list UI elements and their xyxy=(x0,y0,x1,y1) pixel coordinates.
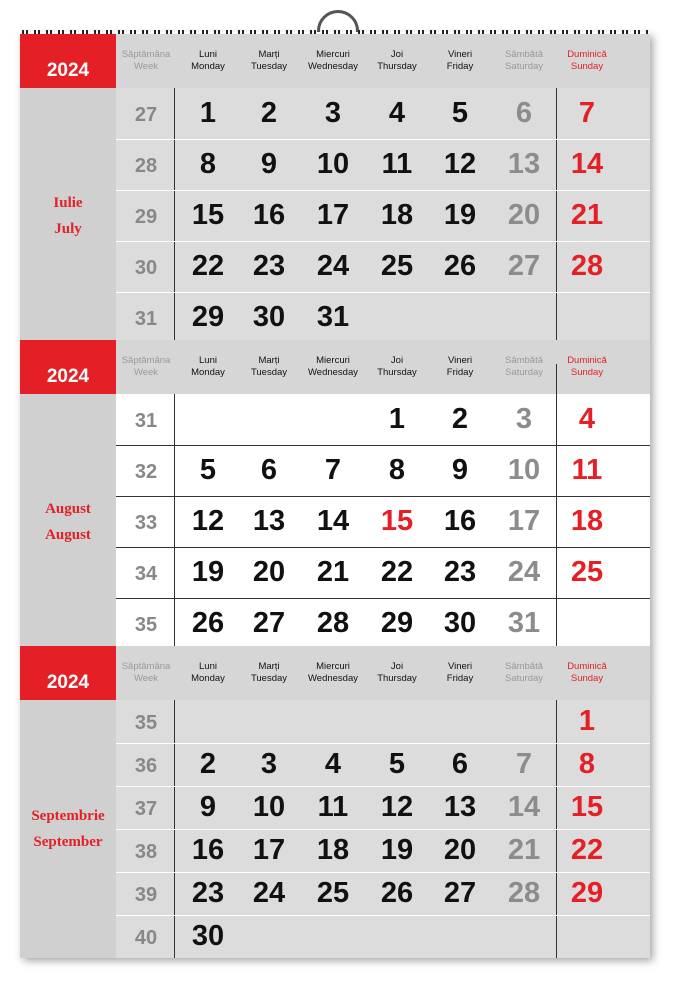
day-cell[interactable]: 30 xyxy=(191,919,225,952)
day-header xyxy=(301,34,365,88)
day-cell[interactable]: 1 xyxy=(199,96,217,129)
day-header-label: Tuesday xyxy=(250,673,288,684)
week-row xyxy=(116,496,650,547)
week-row xyxy=(116,547,650,598)
month-name-ro: Iulie xyxy=(53,194,83,211)
year-badge: 2024 xyxy=(20,340,116,394)
day-cell[interactable]: 11 xyxy=(317,790,349,823)
day-cell[interactable]: 22 xyxy=(380,555,414,588)
week-row xyxy=(116,394,650,445)
day-cell[interactable]: 20 xyxy=(252,555,286,588)
day-cell[interactable]: 22 xyxy=(191,249,225,282)
day-header-label: Miercuri xyxy=(316,49,350,60)
day-cell[interactable]: 12 xyxy=(380,790,414,823)
day-cell[interactable]: 26 xyxy=(380,876,414,909)
day-cell[interactable]: 10 xyxy=(252,790,286,823)
week-number: 33 xyxy=(134,511,158,534)
day-header-label: Miercuri xyxy=(316,661,350,672)
day-header xyxy=(237,646,301,700)
day-cell[interactable]: 9 xyxy=(260,147,278,180)
week-row xyxy=(116,190,650,241)
week-header-label: Săptămâna xyxy=(121,49,171,60)
day-cell[interactable]: 30 xyxy=(252,300,286,333)
day-header xyxy=(428,34,492,88)
week-number: 28 xyxy=(134,154,158,177)
day-cell[interactable]: 20 xyxy=(443,833,477,866)
day-cell[interactable]: 21 xyxy=(316,555,350,588)
day-header xyxy=(176,34,240,88)
day-header-label: Vineri xyxy=(447,355,473,366)
day-header-label: Sâmbătă xyxy=(504,661,544,672)
day-cell[interactable]: 17 xyxy=(252,833,286,866)
day-header xyxy=(428,340,492,394)
day-cell[interactable]: 28 xyxy=(570,249,604,282)
day-header-label: Wednesday xyxy=(308,673,358,684)
day-header xyxy=(555,34,619,88)
day-cell[interactable]: 10 xyxy=(316,147,350,180)
week-row xyxy=(116,915,650,958)
day-cell[interactable]: 2 xyxy=(451,402,469,435)
day-cell[interactable]: 2 xyxy=(199,747,217,780)
day-cell[interactable]: 18 xyxy=(316,833,350,866)
day-header-label: Vineri xyxy=(447,661,473,672)
day-cell[interactable]: 1 xyxy=(578,704,596,737)
day-cell[interactable]: 29 xyxy=(191,300,225,333)
year-badge: 2024 xyxy=(20,646,116,700)
week-row xyxy=(116,872,650,915)
day-cell[interactable]: 13 xyxy=(443,790,477,823)
month-name xyxy=(20,190,116,242)
day-header xyxy=(492,340,556,394)
day-cell[interactable]: 12 xyxy=(443,147,477,180)
day-cell[interactable]: 19 xyxy=(443,198,477,231)
day-header xyxy=(555,646,619,700)
day-cell[interactable]: 6 xyxy=(515,96,533,129)
day-header-label: Thursday xyxy=(377,61,417,72)
week-number: 29 xyxy=(134,205,158,228)
day-cell[interactable]: 27 xyxy=(507,249,541,282)
week-row xyxy=(116,445,650,496)
week-header-label: Week xyxy=(133,61,159,72)
week-number: 37 xyxy=(134,797,158,820)
day-header-label: Tuesday xyxy=(250,367,288,378)
day-cell[interactable]: 26 xyxy=(191,606,225,639)
day-header-label: Duminică xyxy=(567,49,607,60)
week-header xyxy=(116,646,176,700)
month-grid xyxy=(116,394,650,649)
day-cell[interactable]: 9 xyxy=(451,453,469,486)
day-cell[interactable]: 5 xyxy=(199,453,217,486)
year-badge: 2024 xyxy=(20,34,116,88)
month-grid xyxy=(116,88,650,343)
day-cell[interactable]: 17 xyxy=(507,504,541,537)
day-header xyxy=(176,340,240,394)
day-header-label: Sunday xyxy=(570,367,604,378)
day-cell[interactable]: 16 xyxy=(252,198,286,231)
month-block xyxy=(20,34,650,343)
week-number: 27 xyxy=(134,103,158,126)
day-cell[interactable]: 15 xyxy=(570,790,604,823)
day-cell[interactable]: 4 xyxy=(388,96,406,129)
day-cell[interactable]: 8 xyxy=(199,147,217,180)
day-cell[interactable]: 23 xyxy=(191,876,225,909)
day-cell[interactable]: 8 xyxy=(578,747,596,780)
week-header-label: Week xyxy=(133,367,159,378)
day-header-label: Joi xyxy=(390,355,404,366)
week-row xyxy=(116,700,650,743)
week-row xyxy=(116,786,650,829)
day-header-label: Friday xyxy=(446,673,474,684)
day-cell[interactable]: 10 xyxy=(507,453,541,486)
week-header-label: Săptămâna xyxy=(121,661,171,672)
week-number: 35 xyxy=(134,711,158,734)
day-cell[interactable]: 25 xyxy=(316,876,350,909)
day-cell[interactable]: 17 xyxy=(316,198,350,231)
day-header xyxy=(492,646,556,700)
day-header-label: Sâmbătă xyxy=(504,355,544,366)
day-header-label: Duminică xyxy=(567,355,607,366)
day-cell[interactable]: 12 xyxy=(191,504,225,537)
week-number: 40 xyxy=(134,926,158,949)
week-number: 34 xyxy=(134,562,158,585)
day-header-label: Luni xyxy=(199,661,217,672)
day-cell[interactable]: 3 xyxy=(260,747,278,780)
day-cell[interactable]: 28 xyxy=(316,606,350,639)
week-row xyxy=(116,743,650,786)
day-header-label: Joi xyxy=(390,49,404,60)
day-header xyxy=(301,646,365,700)
month-name-en: July xyxy=(54,220,82,237)
day-cell[interactable]: 7 xyxy=(578,96,596,129)
month-name-en: September xyxy=(33,834,103,850)
day-header-label: Luni xyxy=(199,49,217,60)
day-cell[interactable]: 1 xyxy=(388,402,406,435)
month-name-en: August xyxy=(45,526,91,543)
day-header-label: Saturday xyxy=(504,61,544,72)
week-row xyxy=(116,829,650,872)
week-number: 30 xyxy=(134,256,158,279)
day-cell[interactable]: 18 xyxy=(380,198,414,231)
day-cell[interactable]: 31 xyxy=(316,300,350,333)
day-header-label: Friday xyxy=(446,61,474,72)
day-cell[interactable]: 22 xyxy=(570,833,604,866)
day-cell[interactable]: 14 xyxy=(507,790,541,823)
day-header-label: Joi xyxy=(390,661,404,672)
day-cell[interactable]: 16 xyxy=(191,833,225,866)
day-cell[interactable]: 11 xyxy=(571,453,603,486)
day-cell[interactable]: 23 xyxy=(443,555,477,588)
day-cell[interactable]: 15 xyxy=(380,504,414,537)
month-block xyxy=(20,340,650,649)
day-header-label: Tuesday xyxy=(250,61,288,72)
week-header xyxy=(116,34,176,88)
day-header-label: Sunday xyxy=(570,673,604,684)
day-header-label: Marți xyxy=(258,661,280,672)
day-cell[interactable]: 23 xyxy=(252,249,286,282)
month-name xyxy=(20,496,116,548)
day-cell[interactable]: 4 xyxy=(324,747,342,780)
day-cell[interactable]: 28 xyxy=(507,876,541,909)
day-cell[interactable]: 26 xyxy=(443,249,477,282)
day-header xyxy=(365,646,429,700)
day-cell[interactable]: 24 xyxy=(316,249,350,282)
week-row xyxy=(116,88,650,139)
week-row xyxy=(116,139,650,190)
day-cell[interactable]: 14 xyxy=(570,147,604,180)
day-cell[interactable]: 29 xyxy=(570,876,604,909)
week-header-label: Week xyxy=(133,673,159,684)
day-cell[interactable]: 25 xyxy=(570,555,604,588)
day-cell[interactable]: 13 xyxy=(507,147,541,180)
day-cell[interactable]: 7 xyxy=(515,747,533,780)
day-cell[interactable]: 14 xyxy=(316,504,350,537)
day-cell[interactable]: 21 xyxy=(507,833,541,866)
day-header-label: Marți xyxy=(258,49,280,60)
day-cell[interactable]: 3 xyxy=(515,402,533,435)
day-cell[interactable]: 15 xyxy=(191,198,225,231)
day-header xyxy=(428,646,492,700)
day-header-label: Saturday xyxy=(504,367,544,378)
day-cell[interactable]: 31 xyxy=(507,606,541,639)
day-cell[interactable]: 5 xyxy=(388,747,406,780)
day-cell[interactable]: 7 xyxy=(324,453,342,486)
day-cell[interactable]: 11 xyxy=(381,147,413,180)
day-cell[interactable]: 18 xyxy=(570,504,604,537)
day-header-label: Vineri xyxy=(447,49,473,60)
week-number: 32 xyxy=(134,460,158,483)
day-header-label: Monday xyxy=(191,367,225,378)
day-cell[interactable]: 24 xyxy=(252,876,286,909)
day-cell[interactable]: 4 xyxy=(578,402,596,435)
day-cell[interactable]: 29 xyxy=(380,606,414,639)
day-header xyxy=(176,646,240,700)
day-cell[interactable]: 24 xyxy=(507,555,541,588)
day-header-label: Wednesday xyxy=(308,61,358,72)
day-header-label: Sâmbătă xyxy=(504,49,544,60)
day-header xyxy=(365,340,429,394)
week-number: 31 xyxy=(134,409,158,432)
week-row xyxy=(116,292,650,343)
month-name-ro: Septembrie xyxy=(31,808,105,824)
day-cell[interactable]: 21 xyxy=(570,198,604,231)
day-header-label: Monday xyxy=(191,673,225,684)
day-cell[interactable]: 9 xyxy=(199,790,217,823)
month-name-ro: August xyxy=(45,500,91,517)
day-header xyxy=(237,34,301,88)
day-cell[interactable]: 13 xyxy=(252,504,286,537)
week-number: 31 xyxy=(134,307,158,330)
day-header xyxy=(237,340,301,394)
day-header-label: Monday xyxy=(191,61,225,72)
week-row xyxy=(116,241,650,292)
week-row xyxy=(116,598,650,649)
grid-divider xyxy=(556,364,557,394)
day-header-label: Marți xyxy=(258,355,280,366)
week-header xyxy=(116,340,176,394)
month-name xyxy=(20,803,116,855)
day-header-label: Miercuri xyxy=(316,355,350,366)
week-number: 39 xyxy=(134,883,158,906)
day-cell[interactable]: 27 xyxy=(443,876,477,909)
day-header-label: Friday xyxy=(446,367,474,378)
week-number: 35 xyxy=(134,613,158,636)
day-header xyxy=(365,34,429,88)
day-cell[interactable]: 19 xyxy=(380,833,414,866)
day-header xyxy=(555,340,619,394)
day-header-label: Sunday xyxy=(570,61,604,72)
month-grid xyxy=(116,700,650,958)
day-cell[interactable]: 6 xyxy=(451,747,469,780)
day-cell[interactable]: 20 xyxy=(507,198,541,231)
week-number: 38 xyxy=(134,840,158,863)
day-header xyxy=(492,34,556,88)
day-header-label: Duminică xyxy=(567,661,607,672)
day-header-label: Saturday xyxy=(504,673,544,684)
day-cell[interactable]: 25 xyxy=(380,249,414,282)
day-cell[interactable]: 6 xyxy=(260,453,278,486)
day-header xyxy=(301,340,365,394)
day-cell[interactable]: 5 xyxy=(451,96,469,129)
month-block xyxy=(20,646,650,958)
day-cell[interactable]: 8 xyxy=(388,453,406,486)
day-cell[interactable]: 27 xyxy=(252,606,286,639)
day-cell[interactable]: 3 xyxy=(324,96,342,129)
week-header-label: Săptămâna xyxy=(121,355,171,366)
day-header-label: Luni xyxy=(199,355,217,366)
day-header-label: Thursday xyxy=(377,673,417,684)
day-header-label: Wednesday xyxy=(308,367,358,378)
day-cell[interactable]: 2 xyxy=(260,96,278,129)
week-number: 36 xyxy=(134,754,158,777)
day-cell[interactable]: 30 xyxy=(443,606,477,639)
day-header-label: Thursday xyxy=(377,367,417,378)
day-cell[interactable]: 16 xyxy=(443,504,477,537)
day-cell[interactable]: 19 xyxy=(191,555,225,588)
